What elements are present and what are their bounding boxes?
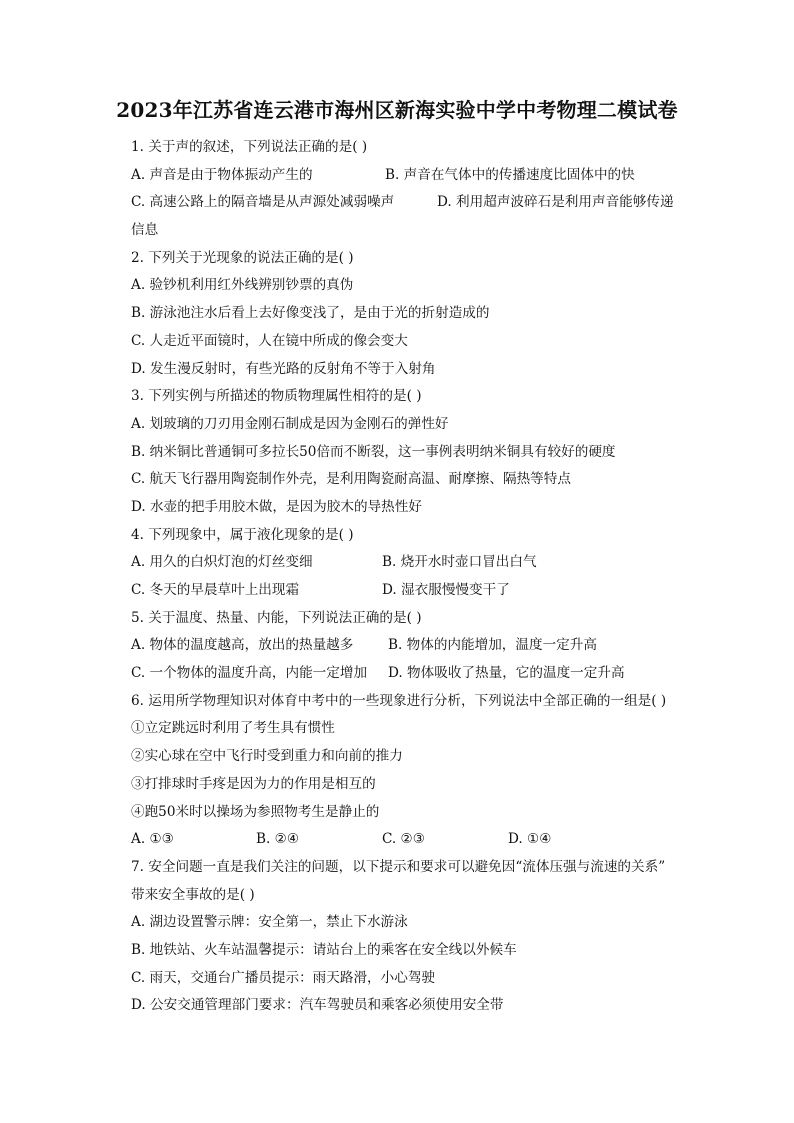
question-5-option-c: C. 一个物体的温度升高，内能一定增加 — [131, 665, 368, 682]
question-5-options-row-1 — [131, 632, 691, 660]
question-6-options-row — [131, 826, 691, 854]
question-6-option-a: A. ①③ — [131, 831, 174, 848]
question-5-option-d: D. 物体吸收了热量，它的温度一定升高 — [388, 665, 625, 682]
question-6-stem: 6. 运用所学物理知识对体育中考中的一些现象进行分析，下列说法中全部正确的一组是( ) — [131, 692, 667, 709]
question-2-option-b: B. 游泳池注水后看上去好像变浅了，是由于光的折射造成的 — [131, 305, 490, 322]
question-1-option-d-continued: 信息 — [131, 222, 159, 239]
question-1-options-row-1 — [131, 162, 691, 190]
question-2-stem: 2. 下列关于光现象的说法正确的是( ) — [131, 249, 354, 266]
question-6-option-b: B. ②④ — [256, 831, 300, 848]
question-7-stem-continued: 带来安全事故的是( ) — [131, 886, 255, 903]
question-4-options-row-1 — [131, 549, 691, 577]
question-2-option-a: A. 验钞机利用红外线辨别钞票的真伪 — [131, 277, 354, 294]
question-4-option-a: A. 用久的白炽灯泡的灯丝变细 — [131, 554, 313, 571]
question-7-option-d: D. 公安交通管理部门要求：汽车驾驶员和乘客必须使用安全带 — [131, 997, 504, 1014]
question-7-option-b: B. 地铁站、火车站温馨提示：请站台上的乘客在安全线以外候车 — [131, 941, 517, 958]
question-6-option-c: C. ②③ — [382, 831, 425, 848]
question-4-stem: 4. 下列现象中，属于液化现象的是( ) — [131, 526, 354, 543]
question-3-option-d: D. 水壶的把手用胶木做，是因为胶木的导热性好 — [131, 498, 422, 515]
question-4-option-d: D. 湿衣服慢慢变干了 — [382, 582, 510, 598]
question-3-stem: 3. 下列实例与所描述的物质物理属性相符的是( ) — [131, 388, 422, 405]
question-5-option-b: B. 物体的内能增加，温度一定升高 — [388, 637, 597, 654]
question-6-statement-1: ①立定跳远时利用了考生具有惯性 — [131, 720, 335, 737]
question-5-stem: 5. 关于温度、热量、内能，下列说法正确的是( ) — [131, 609, 422, 626]
questions-area — [131, 134, 691, 1020]
question-1-option-c: C. 高速公路上的隔音墙是从声源处减弱噪声 — [131, 194, 395, 211]
question-6-statement-4: ④跑50米时以操场为参照物考生是静止的 — [131, 803, 380, 820]
question-7-option-c: C. 雨天，交通台广播员提示：雨天路滑，小心驾驶 — [131, 969, 436, 986]
question-7-option-a: A. 湖边设置警示牌：安全第一，禁止下水游泳 — [131, 914, 408, 931]
question-3-option-c: C. 航天飞行器用陶瓷制作外壳，是利用陶瓷耐高温、耐摩擦、隔热等特点 — [131, 471, 571, 488]
page-title: 2023年江苏省连云港市海州区新海实验中学中考物理二模试卷 — [116, 98, 678, 122]
question-1-stem: 1. 关于声的叙述，下列说法正确的是( ) — [131, 139, 368, 155]
question-4-option-c: C. 冬天的早晨草叶上出现霜 — [131, 582, 300, 598]
question-3-option-b: B. 纳米铜比普通铜可多拉长50倍而不断裂，这一事例表明纳米铜具有较好的硬度 — [131, 443, 616, 460]
question-6-statement-3: ③打排球时手疼是因为力的作用是相互的 — [131, 775, 376, 792]
question-3-option-a: A. 划玻璃的刀刃用金刚石制成是因为金刚石的弹性好 — [131, 415, 449, 432]
question-2-option-c: C. 人走近平面镜时，人在镜中所成的像会变大 — [131, 332, 408, 349]
question-1-option-a: A. 声音是由于物体振动产生的 — [131, 166, 313, 183]
question-6-option-d: D. ①④ — [508, 831, 552, 848]
question-5-options-row-2 — [131, 660, 691, 688]
question-4-options-row-2 — [131, 577, 691, 605]
question-2-option-d: D. 发生漫反射时，有些光路的反射角不等于入射角 — [131, 360, 436, 377]
question-7-stem: 7. 安全问题一直是我们关注的问题，以下提示和要求可以避免因“流体压强与流速的关系” — [131, 858, 666, 875]
question-1-option-b: B. 声音在气体中的传播速度比固体中的快 — [385, 166, 635, 183]
question-4-option-b: B. 烧开水时壶口冒出白气 — [382, 554, 537, 571]
question-1-option-d: D. 利用超声波碎石是利用声音能够传递 — [437, 194, 674, 211]
question-5-option-a: A. 物体的温度越高，放出的热量越多 — [131, 637, 354, 654]
question-1-options-row-2 — [131, 189, 691, 217]
question-6-statement-2: ②实心球在空中飞行时受到重力和向前的推力 — [131, 748, 403, 765]
